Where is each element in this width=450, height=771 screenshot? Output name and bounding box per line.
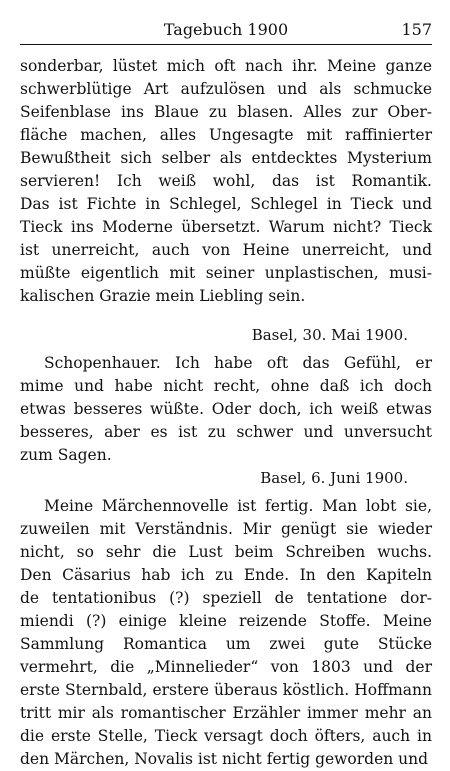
header-rule: [20, 44, 432, 45]
text-line: nicht, so sehr die Lust beim Schreiben wuchs.: [20, 543, 432, 561]
text-line: tritt mir als romantischer Erzähler immer mehr an: [20, 704, 432, 722]
text-line: Das ist Fichte in Schlegel, Schlegel in Tieck und: [20, 195, 432, 213]
text-line: vermehrt, die „Minnelieder“ von 1803 und der: [20, 658, 432, 676]
entry-date: Basel, 6. Juni 1900.: [260, 469, 408, 487]
text-line: miendi (?) einige kleine reizende Stoffe. Meine: [20, 612, 432, 630]
text-line: servieren! Ich weiß wohl, das ist Romantik.: [20, 172, 432, 190]
text-line: Seifenblase ins Blaue zu blasen. Alles zur Ober-: [20, 103, 432, 121]
text-line: Meine Märchennovelle ist fertig. Man lobt sie,: [44, 497, 432, 515]
text-line: zum Sagen.: [20, 446, 112, 464]
text-line: besseres, aber es ist zu schwer und unversucht: [20, 423, 432, 441]
text-line: sonderbar, lüstet mich oft nach ihr. Meine ganze: [20, 57, 432, 75]
text-line: de tentationibus (?) speziell de tentatione dor-: [20, 589, 432, 607]
text-line: Bewußtheit sich selber als entdecktes Mysterium: [20, 149, 432, 167]
text-line: kalischen Grazie mein Liebling sein.: [20, 287, 306, 305]
text-line: schwerblütige Art aufzulösen und als schmucke: [20, 80, 432, 98]
text-line: mime und habe nicht recht, ohne daß ich doch: [20, 377, 432, 395]
text-line: Den Cäsarius hab ich zu Ende. In den Kapiteln: [20, 566, 432, 584]
entry-date: Basel, 30. Mai 1900.: [251, 326, 408, 344]
text-line: fläche machen, alles Ungesagte mit raffinierter: [20, 126, 432, 144]
text-line: zuweilen mit Verständnis. Mir genügt sie wieder: [20, 520, 432, 538]
text-line: Tieck ins Moderne übersetzt. Warum nicht? Tieck: [20, 218, 432, 236]
entry-paragraph: [20, 495, 432, 771]
text-line: etwas besseres wüßte. Oder doch, ich weiß etwas: [20, 400, 432, 418]
text-line: den Märchen, Novalis ist nicht fertig geworden und: [20, 750, 429, 768]
text-line: Schopenhauer. Ich habe oft das Gefühl, er: [44, 354, 432, 372]
entry-paragraph: [20, 352, 432, 467]
page-number: 157: [401, 20, 432, 39]
text-line: müßte eigentlich mit seiner unplastischen, musi-: [20, 264, 432, 282]
entry-paragraph: [20, 55, 432, 308]
book-page: [20, 14, 432, 771]
body-text: [20, 55, 432, 771]
running-title: Tagebuch 1900: [163, 20, 289, 39]
text-line: erste Sternbald, erstere überaus köstlich. Hoffmann: [20, 681, 432, 699]
text-line: ist unerreicht, auch von Heine unerreicht, und: [20, 241, 432, 259]
text-line: die erste Stelle, Tieck versagt doch öfters, auch in: [20, 727, 432, 745]
running-header: [20, 14, 432, 42]
text-line: Sammlung Romantica um zwei gute Stücke: [20, 635, 432, 653]
